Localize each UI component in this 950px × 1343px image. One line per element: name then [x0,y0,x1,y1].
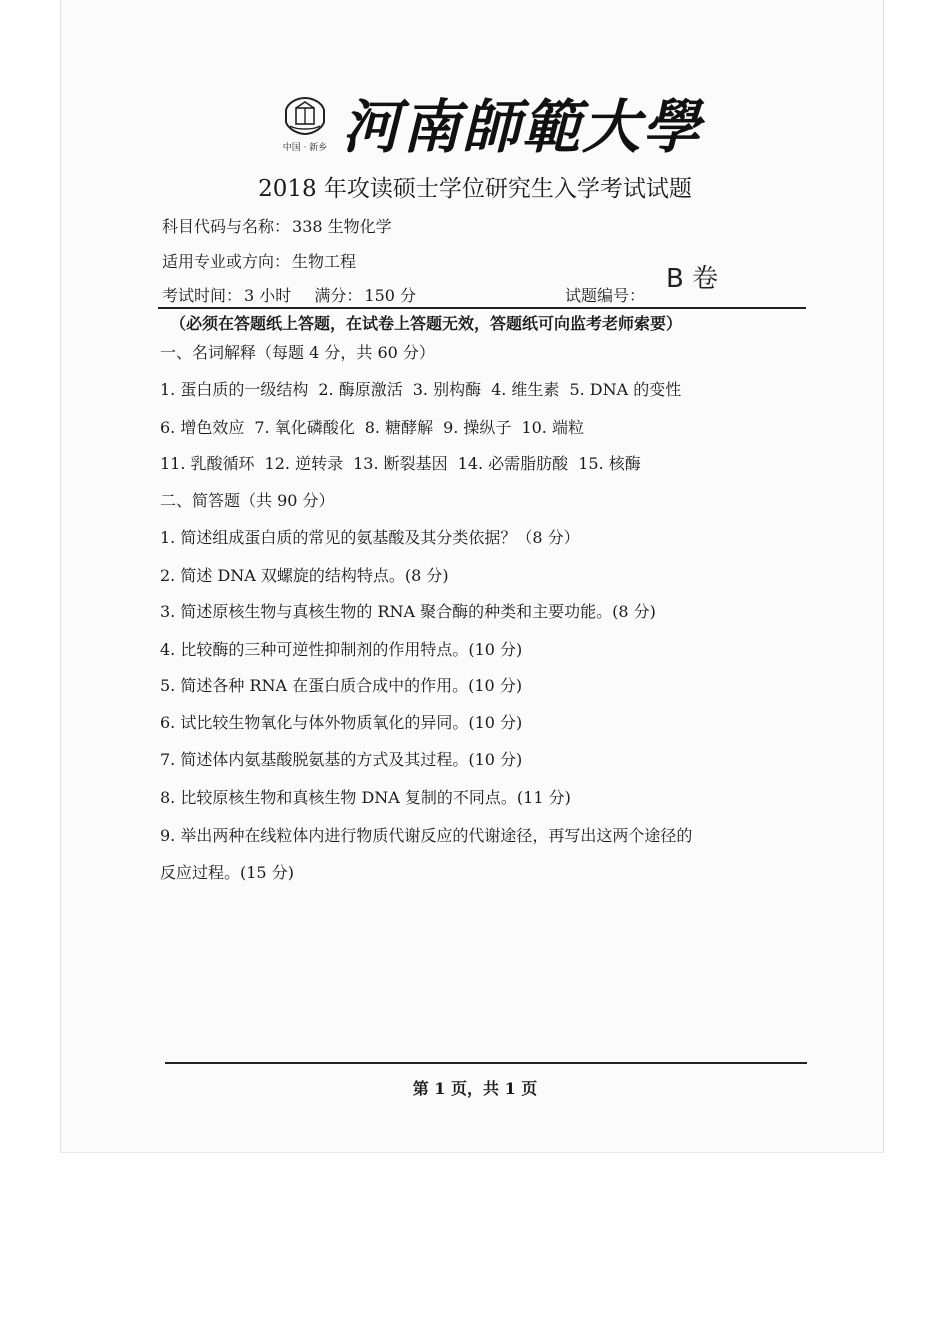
term-item: 2. 酶原激活 [318,380,403,399]
subject-label: 科目代码与名称： [162,217,291,236]
term-item: 15. 核酶 [578,454,641,473]
term-item: 11. 乳酸循环 [160,454,255,473]
question-item: 4. 比较酶的三种可逆性抑制剂的作用特点。(10 分) [160,640,523,659]
question-item: 8. 比较原核生物和真核生物 DNA 复制的不同点。(11 分) [160,788,571,807]
answer-notice: （必须在答题纸上答题，在试卷上答题无效，答题纸可向监考老师索要） [170,314,683,333]
question-item: 2. 简述 DNA 双螺旋的结构特点。(8 分) [160,566,449,585]
score-label: 满分： [314,286,363,305]
paper-number-label: 试题编号： [565,286,646,305]
score-value: 150 分 [364,286,417,305]
question-item: 5. 简述各种 RNA 在蛋白质合成中的作用。(10 分) [160,676,523,695]
paper-number-value: B 卷 [666,264,719,294]
term-item: 5. DNA 的变性 [569,380,682,399]
emblem-caption: 中国 · 新乡 [282,143,328,153]
term-item: 4. 维生素 [491,380,560,399]
term-row [160,416,594,440]
question-item: 3. 简述原核生物与真核生物的 RNA 聚合酶的种类和主要功能。(8 分) [160,602,656,621]
page-footer: 第 1 页，共 1 页 [412,1079,538,1098]
term-item: 7. 氧化磷酸化 [254,418,355,437]
university-header [282,92,702,164]
term-item: 1. 蛋白质的一级结构 [160,380,309,399]
term-item: 6. 增色效应 [160,418,245,437]
term-row [160,378,691,402]
header-divider [158,307,806,309]
major-label: 适用专业或方向： [162,252,291,271]
term-item: 9. 操纵子 [443,418,512,437]
term-item: 3. 别构酶 [412,380,482,399]
term-item: 13. 断裂基因 [353,454,448,473]
footer-divider [165,1062,807,1064]
university-name: 河南師範大學 [342,93,703,161]
term-item: 10. 端粒 [521,418,584,437]
section2-title: 二、简答题（共 90 分） [160,491,335,510]
subject-value: 338 生物化学 [292,217,392,236]
question-item: 9. 举出两种在线粒体内进行物质代谢反应的代谢途径，再写出这两个途径的 [160,826,693,845]
question-item: 6. 试比较生物氧化与体外物质氧化的异同。(10 分) [160,713,523,732]
subject-row [162,216,392,238]
time-label: 考试时间： [162,286,243,305]
emblem-icon [282,96,328,136]
time-score-row [162,285,416,307]
term-item: 8. 糖酵解 [364,418,434,437]
university-emblem [282,96,328,154]
question-item: 1. 简述组成蛋白质的常见的氨基酸及其分类依据？（8 分） [160,528,580,547]
major-value: 生物工程 [292,252,357,271]
question-item: 7. 简述体内氨基酸脱氨基的方式及其过程。(10 分) [160,750,523,769]
question-continuation: 反应过程。(15 分) [160,863,294,882]
term-item: 14. 必需脂肪酸 [457,454,569,473]
term-item: 12. 逆转录 [264,454,344,473]
exam-title: 2018 年攻读硕士学位研究生入学考试试题 [258,176,692,202]
time-value: 3 小时 [244,286,292,305]
term-row [160,452,651,476]
section1-title: 一、名词解释（每题 4 分，共 60 分） [160,343,435,362]
major-row [162,251,356,273]
